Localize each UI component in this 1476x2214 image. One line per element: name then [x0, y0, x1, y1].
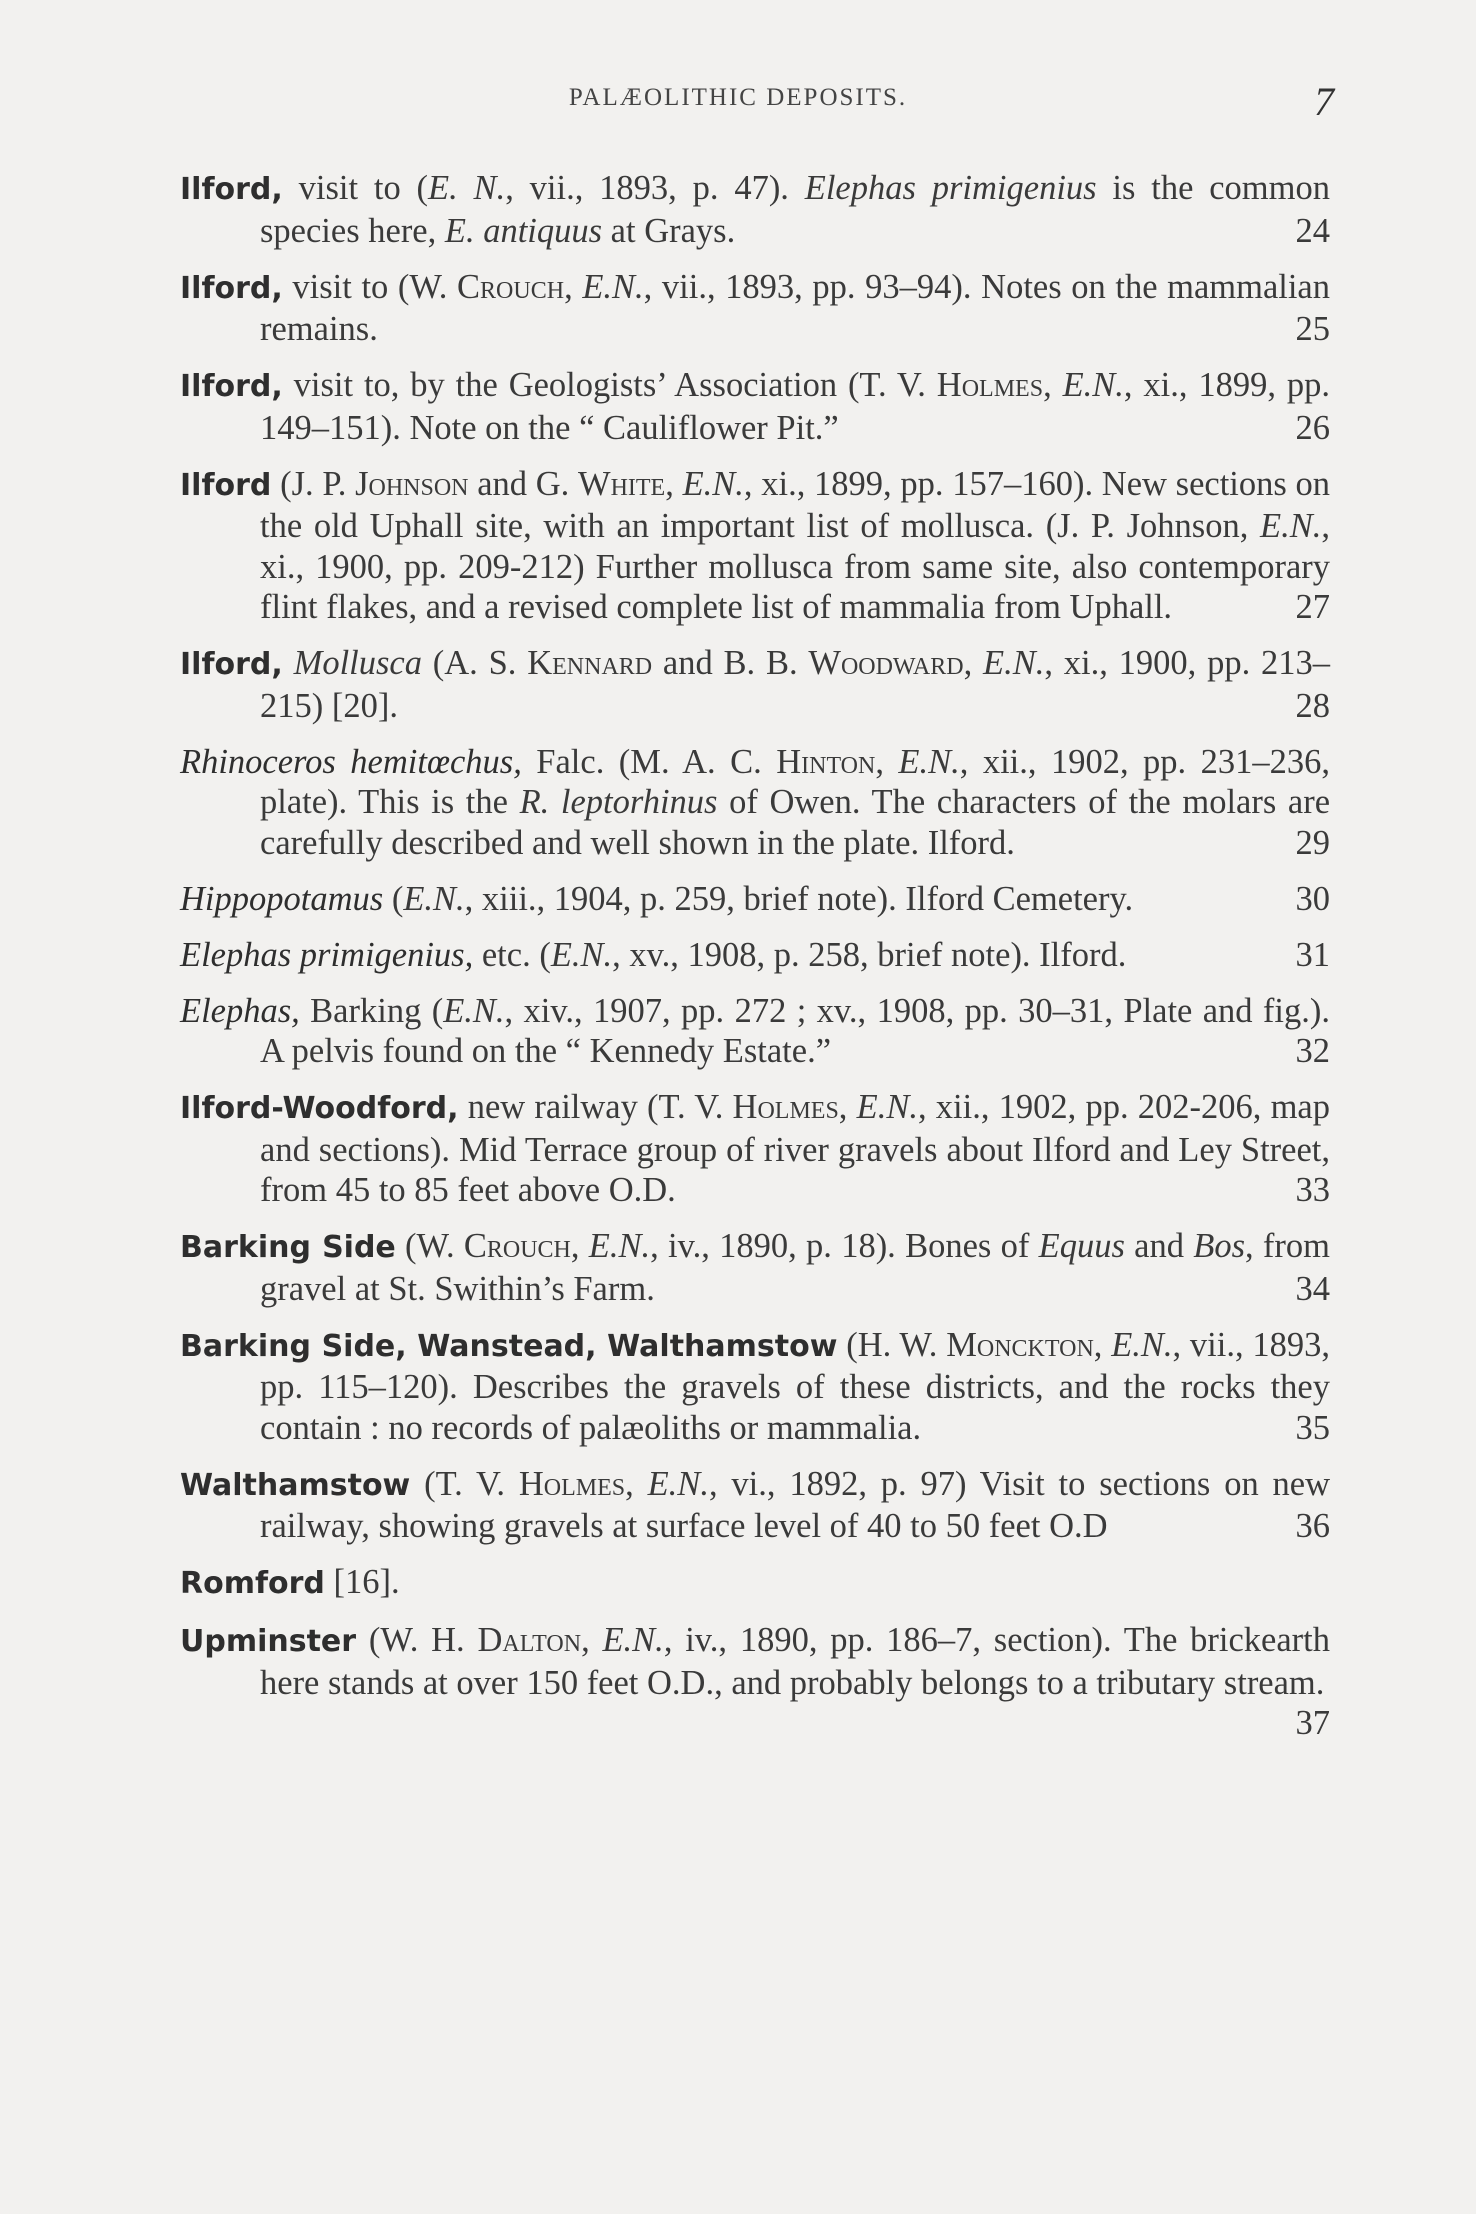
- entry-text: Barking (E.N., xiv., 1907, pp. 272 ; xv., 1908, pp. 30–31, Plate and fig.). A pelvis found on the “ Kennedy Estate.”: [260, 991, 1330, 1070]
- entry-number: 34: [1295, 1269, 1330, 1308]
- bibliography-entry: [180, 1325, 1330, 1449]
- entry-number: 32: [1295, 1032, 1330, 1070]
- entry-number: 37: [1295, 1704, 1330, 1742]
- bibliography-entry: [180, 1087, 1330, 1211]
- bibliography-list: [180, 168, 1330, 1744]
- entry-text: (W. Crouch, E.N., iv., 1890, p. 18). Bones of Equus and Bos, from gravel at St. Swithin’s Farm.: [260, 1227, 1330, 1308]
- entry-number: 31: [1295, 935, 1330, 974]
- entry-heading: Ilford: [180, 467, 272, 503]
- entry-heading: Elephas primigenius,: [180, 935, 474, 974]
- entry-text: (W. H. Dalton, E.N., iv., 1890, pp. 186–7, section). The brickearth here stands at over 150 feet O.D., and probably belongs to a tributary stream.: [260, 1621, 1331, 1702]
- entry-number: 28: [1295, 686, 1330, 725]
- bibliography-entry: [180, 643, 1330, 726]
- entry-text: visit to (W. Crouch, E.N., vii., 1893, pp. 93–94). Notes on the mammalian remains.: [260, 267, 1330, 348]
- entry-number: 30: [1295, 879, 1330, 918]
- entry-heading: Hippopotamus: [180, 879, 384, 918]
- bibliography-entry: [180, 464, 1330, 628]
- entry-heading: Ilford,: [180, 172, 283, 207]
- entry-number: 27: [1295, 588, 1330, 626]
- entry-text: [16].: [324, 1563, 400, 1601]
- entry-text: Mollusca (A. S. Kennard and B. B. Woodward, E.N., xi., 1900, pp. 213–215) [20].: [260, 644, 1330, 725]
- entry-text: new railway (T. V. Holmes, E.N., xii., 1902, pp. 202-206, map and sections). Mid Terrace group of river gravels about Ilford and Ley Street, from 45 to 85 feet above O.D.: [260, 1088, 1330, 1209]
- bibliography-entry: [180, 1226, 1330, 1309]
- entry-text: visit to, by the Geologists’ Association (T. V. Holmes, E.N., xi., 1899, pp. 149–151). Note on the “ Cauliflower Pit.”: [260, 366, 1330, 447]
- entry-heading: Barking Side: [180, 1230, 396, 1265]
- bibliography-entry: [180, 267, 1330, 350]
- entry-number: 36: [1295, 1507, 1330, 1545]
- bibliography-entry: [180, 935, 1330, 976]
- entry-heading: Ilford,: [180, 647, 283, 682]
- bibliography-entry: [180, 742, 1330, 864]
- entry-heading: Ilford,: [180, 369, 283, 404]
- entry-text: Falc. (M. A. C. Hinton, E.N., xii., 1902, pp. 231–236, plate). This is the R. leptorhinus of Owen. The characters of the molars are carefully described and well shown in the plate. Ilford.: [260, 742, 1331, 862]
- bibliography-entry: [180, 991, 1330, 1072]
- bibliography-entry: [180, 168, 1330, 251]
- entry-text: (T. V. Holmes, E.N., vi., 1892, p. 97) Visit to sections on new railway, showing gravels at surface level of 40 to 50 feet O.D: [260, 1464, 1330, 1545]
- bibliography-entry: [180, 879, 1330, 920]
- page-header: [0, 79, 1476, 128]
- bibliography-entry: [180, 365, 1330, 448]
- running-head: PALÆOLITHIC DEPOSITS.: [568, 84, 908, 111]
- entry-number: 29: [1295, 823, 1330, 862]
- bibliography-entry: [180, 1562, 1330, 1605]
- entry-text: (H. W. Monckton, E.N., vii., 1893, pp. 115–120). Describes the gravels of these districts, and the rocks they contain : no records of palæoliths or mammalia.: [260, 1325, 1331, 1447]
- entry-number: 24: [1295, 211, 1330, 250]
- entry-number: 33: [1295, 1171, 1330, 1209]
- entry-heading: Ilford-Woodford,: [180, 1091, 459, 1126]
- entry-text: visit to (E. N., vii., 1893, p. 47). Elephas primigenius is the common species here, E. antiquus at Grays.: [260, 169, 1330, 250]
- bibliography-entry: [180, 1464, 1330, 1547]
- entry-number: 26: [1295, 408, 1330, 447]
- bibliography-entry: [180, 1620, 1331, 1742]
- entry-text: (J. P. Johnson and G. White, E.N., xi., 1899, pp. 157–160). New sections on the old Uphall site, with an important list of mollusca. (J. P. Johnson, E.N., xi., 1900, pp. 209-212) Further mollusca from same site, also contemporary flint flakes, and a revised complete list of mammalia from Uphall.: [260, 464, 1331, 626]
- entry-heading: Romford: [180, 1566, 325, 1601]
- page-number: 7: [1314, 79, 1334, 124]
- entry-heading: Walthamstow: [180, 1467, 411, 1503]
- entry-heading: Ilford,: [180, 270, 283, 306]
- entry-text: etc. (E.N., xv., 1908, p. 258, brief note). Ilford.: [473, 935, 1127, 974]
- entry-heading: Elephas,: [180, 991, 300, 1030]
- entry-heading: Rhinoceros hemitœchus,: [180, 742, 522, 781]
- entry-heading: Upminster: [180, 1624, 357, 1659]
- entry-text: (E.N., xiii., 1904, p. 259, brief note). Ilford Cemetery.: [383, 879, 1134, 918]
- entry-number: 35: [1295, 1408, 1330, 1447]
- entry-number: 25: [1295, 310, 1330, 348]
- entry-heading: Barking Side, Wanstead, Walthamstow: [180, 1328, 838, 1364]
